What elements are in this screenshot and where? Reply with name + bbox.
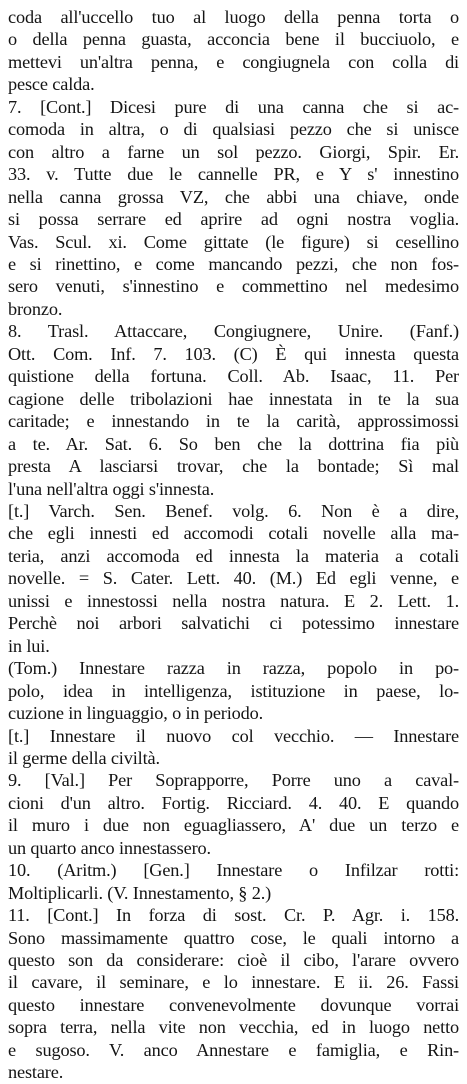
text-line: pesce calda. xyxy=(8,74,95,95)
text-line: che egli innesti ed accomodi cotali novelle alla ma- xyxy=(8,523,459,544)
text-line: [t.] Innestare il nuovo col vecchio. — Innestare xyxy=(8,725,459,746)
text-line: 33. v. Tutte due le cannelle PR, e Y s' innestino xyxy=(8,164,459,185)
text-line: bronzo. xyxy=(8,298,63,319)
text-line: a te. Ar. Sat. 6. So ben che la dottrina fia più xyxy=(8,433,459,454)
text-line: [t.] Varch. Sen. Benef. volg. 6. Non è a dire, xyxy=(8,500,459,521)
text-line: sero venuti, s'innestino e commettino nel medesimo xyxy=(8,276,459,297)
text-line: l'una nell'altra oggi s'innesta. xyxy=(8,478,215,499)
text-line: Moltiplicarli. (V. Innestamento, § 2.) xyxy=(8,882,272,903)
text-line: il cavare, il seminare, e lo innestare. E ii. 26. Fassi xyxy=(8,972,459,993)
text-line: cagione delle tribolazioni hae innestata in te la sua xyxy=(8,388,459,409)
text-line: si possa serrare ed aprire ad ogni nostra voglia. xyxy=(8,209,459,230)
text-line: 7. [Cont.] Dicesi pure di una canna che si ac- xyxy=(8,96,459,117)
text-line: nestare. xyxy=(8,1062,64,1083)
text-line: nella canna grossa VZ, che abbi una chiave, onde xyxy=(8,186,459,207)
text-line: Sono massimamente quattro cose, le quali intorno a xyxy=(8,927,459,948)
text-line: il germe della civiltà. xyxy=(8,747,160,768)
text-line: o della penna guasta, acconcia bene il bucciuolo, e xyxy=(8,29,459,50)
text-line: questo innestare convenevolmente dovunque vorrai xyxy=(8,994,459,1015)
text-line: polo, idea in intelligenza, istituzione in paese, lo- xyxy=(8,680,459,701)
text-line: con altro a farne un sol pezzo. Giorgi, Spir. Er. xyxy=(8,141,459,162)
text-line: Ott. Com. Inf. 7. 103. (C) È qui innesta questa xyxy=(8,343,459,364)
text-line: presta A lasciarsi trovar, che la bontade; Sì mal xyxy=(8,456,459,477)
text-line: cuzione in linguaggio, o in periodo. xyxy=(8,703,264,724)
text-line: teria, anzi accomoda ed innesta la materia a cotali xyxy=(8,545,459,566)
text-line: il muro i due non eguagliassero, A' due un terzo e xyxy=(8,815,459,836)
text-line: questo son da considerare: cioè il cibo, l'arare ovvero xyxy=(8,950,459,971)
text-line: e si rinettino, e come mancando pezzi, che non fos- xyxy=(8,253,459,274)
text-line: novelle. = S. Cater. Lett. 40. (M.) Ed egli venne, e xyxy=(8,568,459,589)
text-line: Perchè noi arbori salvatichi ci potessimo innestare xyxy=(8,613,459,634)
text-line: e sugoso. V. anco Annestare e famiglia, e Rin- xyxy=(8,1039,459,1060)
text-line: Vas. Scul. xi. Come gittate (le figure) si cesellino xyxy=(8,231,459,252)
text-line: cioni d'un altro. Fortig. Ricciard. 4. 40. E quando xyxy=(8,792,459,813)
text-line: comoda in altra, o di qualsiasi pezzo che si unisce xyxy=(8,119,459,140)
text-line: mettevi un'altra penna, e congiugnela con colla di xyxy=(8,51,459,72)
text-line: 8. Trasl. Attaccare, Congiugnere, Unire. (Fanf.) xyxy=(8,321,459,342)
text-line: 9. [Val.] Per Soprapporre, Porre uno a caval- xyxy=(8,770,459,791)
text-line: caritade; e innestando in te la carità, approssimossi xyxy=(8,411,459,432)
text-line: 11. [Cont.] In forza di sost. Cr. P. Agr. i. 158. xyxy=(8,905,459,926)
text-line: quistione della fortuna. Coll. Ab. Isaac, 11. Per xyxy=(8,366,459,387)
text-line: 10. (Aritm.) [Gen.] Innestare o Infilzar rotti: xyxy=(8,860,459,881)
text-line: unissi e innestossi nella nostra natura. E 2. Lett. 1. xyxy=(8,590,459,611)
text-line: coda all'uccello tuo al luogo della penna torta o xyxy=(8,7,459,27)
entry-text xyxy=(8,6,459,1084)
text-line: sopra terra, nella vite non vecchia, ed in luogo netto xyxy=(8,1017,459,1038)
text-line: in lui. xyxy=(8,635,50,656)
text-line: (Tom.) Innestare razza in razza, popolo in po- xyxy=(8,658,459,679)
text-line: un quarto anco innestassero. xyxy=(8,837,211,858)
